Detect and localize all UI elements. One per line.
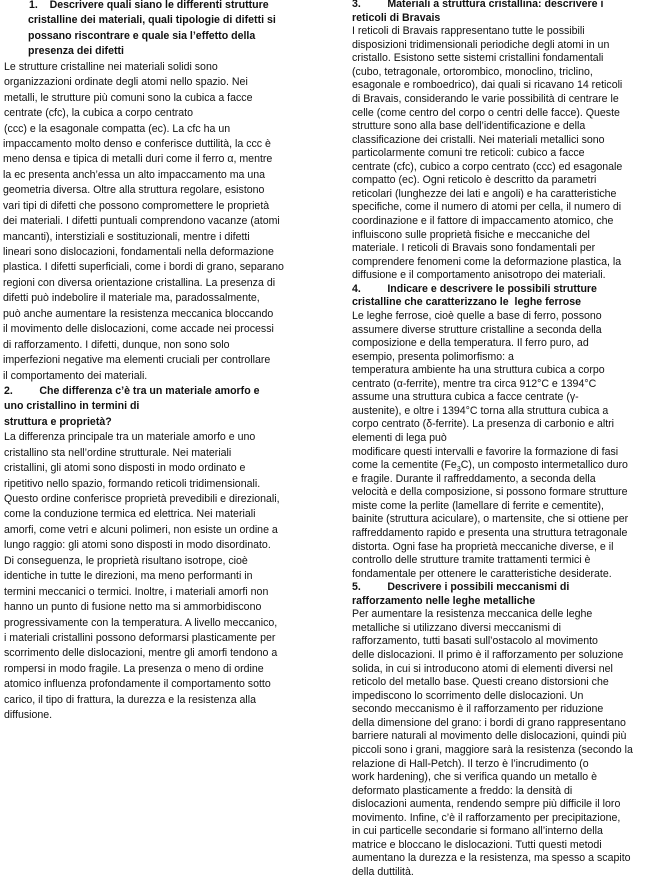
body-text-line: Di conseguenza, le proprietà risultano isotrope, cioè [4, 554, 248, 567]
question-heading-line: cristalline che caratterizzano le leghe ferrose [352, 296, 582, 309]
question-heading-line: uno cristallino in termini di [4, 400, 140, 413]
body-text-line: fondamentale per ottenere le caratteristiche desiderate. [352, 567, 612, 580]
body-text-line: (cubo, tetragonale, ortorombico, monoclino, triclino, [352, 65, 593, 78]
body-text-line: particolarmente comuni tre reticoli: cubico a facce [352, 147, 585, 160]
body-text-line: Per aumentare la resistenza meccanica delle leghe [352, 608, 593, 621]
body-text-line: work hardening), che si verifica quando un metallo è [352, 771, 597, 784]
question-heading-line: struttura e proprietà? [4, 415, 112, 428]
body-text-line: deformato plasticamente a freddo: la densità di [352, 784, 573, 797]
body-text-line: meno densa e tipica di metalli duri come il ferro α, mentre [3, 153, 273, 166]
body-text-line: elementi di lega può [352, 432, 447, 444]
body-text-line: aumentano la durezza e la resistenza, ma spesso a scapito [352, 852, 631, 865]
body-text-line: La differenza principale tra un materiale amorfo e uno [4, 431, 256, 444]
body-text-line: assumere diverse strutture cristalline a seconda della [352, 323, 602, 336]
body-text-line: reticolo del metallo base. Questi creano distorsioni che [352, 676, 609, 689]
body-text-line: come la conduzione termica ed elettrica. Nei materiali [4, 508, 256, 521]
body-text-line: miste come la perlite (lamellare di ferrite e cementite), [352, 499, 604, 512]
body-text-line: compatto (ec). Ogni reticolo è descritto da parametri [352, 174, 597, 187]
line-text-after: C), un composto intermetallico duro [460, 459, 628, 472]
question-heading-line: 5. Descrivere i possibili meccanismi di [352, 581, 570, 594]
body-text-line: bainite (struttura aciculare), o martensite, che si ottiene per [352, 513, 629, 526]
body-text-line: i materiali cristallini possono deformarsi plasticamente per [4, 631, 276, 644]
left-column [3, 0, 311, 724]
body-text-line: cristallo. Esistono sette sistemi cristallini fondamentali [352, 52, 604, 65]
body-text-line: movimento. Infine, c’è il rafforzamento per precipitazione, [352, 811, 621, 824]
body-text-line: identiche in tutte le direzioni, ma meno performanti in [4, 570, 253, 583]
body-text-line: il comportamento dei materiali. [3, 369, 148, 382]
body-text-line: modificare questi intervalli e favorire la formazione di fasi [352, 445, 619, 458]
body-text-line: della duttilità. [352, 866, 414, 878]
question-heading-line: 4. Indicare e descrivere le possibili strutture [352, 282, 597, 295]
body-text-line: ripetitivo nello spazio, formando reticoli tridimensionali. [4, 477, 261, 490]
question-heading-line: 2. Che differenza c’è tra un materiale amorfo e [4, 384, 260, 397]
body-text-line: dislocazioni aumenta, rendendo sempre più difficile il loro [352, 798, 621, 811]
body-text-line: impaccamento molto denso e conferisce duttilità, la ccc è [3, 137, 271, 150]
body-text-line: metalliche si utilizzano diversi meccanismi di [352, 621, 562, 634]
body-text-line: velocità e della composizione, si possono formare strutture [352, 486, 628, 499]
body-text-line: materiale. I reticoli di Bravais sono fondamentali per [352, 242, 596, 255]
body-text-line: termini meccanici o termici. Inoltre, i materiali amorfi non [4, 585, 269, 598]
body-text-line [352, 459, 646, 473]
body-text-line: solida, in cui si introducono atomi di elementi diversi nel [352, 662, 613, 675]
body-text-line: austenite), e oltre i 1394°C torna alla struttura cubica a [352, 404, 609, 417]
body-text-line: progressivamente con la temperatura. A livello meccanico, [4, 616, 278, 629]
body-text-line: classificazione dei cristalli. Nei materiali metallici sono [352, 133, 605, 146]
question-heading-line: cristalline dei materiali, quali tipologie di difetti si [28, 14, 276, 27]
subscript: 3 [456, 466, 461, 473]
body-text-line: secondo meccanismo è il rafforzamento per riduzione [352, 703, 604, 716]
body-text-line: regioni con diversa orientazione cristallina. La presenza di [3, 276, 276, 289]
body-text-line: mancanti), interstiziali e sostituzionali, mentre i difetti [3, 230, 250, 243]
body-text-line: il movimento delle dislocazioni, come accade nei processi [3, 323, 274, 336]
body-text-line: cristallini, gli atomi sono disposti in modo ordinato e [4, 462, 246, 475]
body-text-line: scorrimento delle dislocazioni, mentre gli amorfi tendono a [4, 647, 278, 660]
body-text-line: coordinazione e il fattore di impaccamento atomico, che [352, 215, 614, 227]
body-text-line: influiscono sulle proprietà fisiche e meccaniche del [352, 228, 590, 241]
body-text-line: organizzazioni ordinate degli atomi nello spazio. Nei [4, 76, 248, 89]
body-text-line: metalli, le strutture più comuni sono la cubica a facce [4, 91, 253, 104]
body-text-line: (ccc) e la esagonale compatta (ec). La cfc ha un [4, 122, 231, 135]
body-text-line: carico, il tipo di frattura, la durezza e la resistenza alla [4, 693, 257, 706]
body-text-line: vari tipi di difetti che possono compromettere le proprietà [3, 199, 270, 212]
question-heading-line: rafforzamento nelle leghe metalliche [352, 594, 536, 607]
body-text-line: di Bravais, considerando le varie possibilità di centrare le [352, 92, 619, 105]
body-text-line: centrate (cfc), la cubica a corpo centrato [4, 107, 194, 120]
body-text-line: della dimensione del grano: i bordi di grano rappresentano [352, 716, 626, 729]
body-text-line: Questo ordine conferisce proprietà prevedibili e direzionali, [4, 493, 280, 505]
body-text-line: esempio, presenta polimorfismo: a [352, 350, 514, 363]
question-heading-line: presenza dei difetti [28, 45, 124, 58]
body-text-line: temperatura ambiente ha una struttura cubica a corpo [352, 364, 605, 377]
line-text: come la cementite (Fe [352, 459, 457, 472]
question-heading-line: possano riscontrare e quale sia l’effetto della [28, 29, 256, 42]
body-text-line: in cui particelle secondarie si formano all’interno della [352, 825, 603, 838]
body-text-line: rafforzamento, tutti basati sull’ostacolo al movimento [352, 635, 598, 648]
body-text-line: matrice e bloccano le dislocazioni. Tutti questi metodi [352, 838, 602, 851]
body-text-line: amorfi, come vetri e alcuni polimeri, non esiste un ordine a [4, 523, 278, 536]
body-text-line: corpo centrato (δ-ferrite). La presenza di carbonio e altri [352, 418, 615, 431]
body-text-line: esagonale e romboedrico), dai quali si ricavano 14 reticoli [352, 79, 623, 92]
body-text-line: relazione di Hall-Petch). Il terzo è l’incrudimento (o [352, 757, 589, 770]
body-text-line: geometria diversa. Oltre alla struttura regolare, esistono [3, 184, 265, 197]
body-text-line: dei materiali. I difetti puntuali comprendono vacanze (atomi [3, 215, 280, 228]
body-text-line: Le strutture cristalline nei materiali solidi sono [4, 60, 218, 73]
body-text-line: plastica. I difetti superficiali, come i bordi di grano, separano [3, 261, 284, 274]
body-text-line: può anche aumentare la resistenza meccanica bloccando [3, 307, 274, 320]
question-heading-line: 1. Descrivere quali siano le differenti strutture [29, 0, 269, 11]
body-text-line: comprendere fenomeni come la deformazione plastica, la [352, 255, 622, 268]
body-text-line: piccoli sono i grani, maggiore sarà la resistenza (secondo la [352, 743, 633, 756]
body-text-line: disposizioni tridimensionali periodiche degli atomi in un [352, 38, 610, 51]
body-text-line: di rafforzamento. I difetti, dunque, non sono solo [3, 338, 230, 351]
body-text-line: controllo delle strutture tramite trattamenti termici è [352, 554, 591, 567]
body-text-line: strutture sono alla base dell’identificazione e della [352, 120, 586, 133]
body-text-line: raffreddamento rapido e presenta una struttura tetragonale [352, 526, 628, 539]
body-text-line: impediscono lo scorrimento delle dislocazioni. Un [352, 689, 584, 702]
body-text-line: centrate (cfc), cubico a corpo centrato (ccc) ed esagonale [352, 160, 623, 173]
body-text-line: Le leghe ferrose, cioè quelle a base di ferro, possono [352, 309, 602, 322]
body-text-line: specifiche, come il numero di atomi per cella, il numero di [352, 201, 622, 214]
body-text-line: centrato (α-ferrite), mentre tra circa 912°C e 1394°C [352, 377, 597, 390]
body-text-line: assume una struttura cubica a facce centrate (γ- [352, 391, 579, 404]
body-text-line: atomico influenza profondamente il comportamento sotto [4, 678, 271, 691]
body-text-line: cristallino sta nell’ordine strutturale. Nei materiali [4, 446, 232, 459]
body-text-line: reticolari (lunghezze dei lati e angoli) e ha caratteristiche [352, 187, 617, 200]
body-text-line: diffusione e il comportamento anisotropo dei materiali. [352, 269, 606, 282]
body-text-line: celle (come centro del corpo o centri delle facce). Queste [352, 106, 620, 119]
body-text-line: distorta. Ogni fase ha proprietà meccaniche diverse, e il [352, 540, 614, 553]
body-text-line: composizione e della temperatura. Il ferro puro, ad [352, 337, 589, 350]
body-text-line: lungo raggio: gli atomi sono disposti in modo disordinato. [4, 539, 271, 552]
body-text-line: delle dislocazioni. Il primo è il rafforzamento per soluzione [352, 649, 624, 661]
body-text-line: imperfezioni negative ma elementi cruciali per controllare [3, 354, 271, 367]
body-text-line: la ec presenta anch’essa un alto impaccamento ma una [3, 168, 266, 181]
right-column [352, 0, 646, 880]
body-text-line: e fragile. Durante il raffreddamento, a seconda della [352, 472, 596, 485]
body-text-line: rompersi in modo fragile. La presenza o meno di ordine [4, 662, 264, 675]
question-heading-line: reticoli di Bravais [352, 11, 441, 24]
question-heading-line: 3. Materiali a struttura cristallina: descrivere i [352, 0, 604, 10]
body-text-line: diffusione. [4, 709, 53, 722]
body-text-line: I reticoli di Bravais rappresentano tutte le possibili [352, 25, 585, 38]
body-text-line: hanno un punto di fusione netto ma si ammorbidiscono [4, 601, 262, 614]
body-text-line: difetti può indebolire il materiale ma, paradossalmente, [3, 292, 260, 305]
body-text-line: barriere naturali al movimento delle dislocazioni, quindi più [352, 730, 627, 743]
body-text-line: lineari sono dislocazioni, fondamentali nella deformazione [3, 246, 274, 258]
